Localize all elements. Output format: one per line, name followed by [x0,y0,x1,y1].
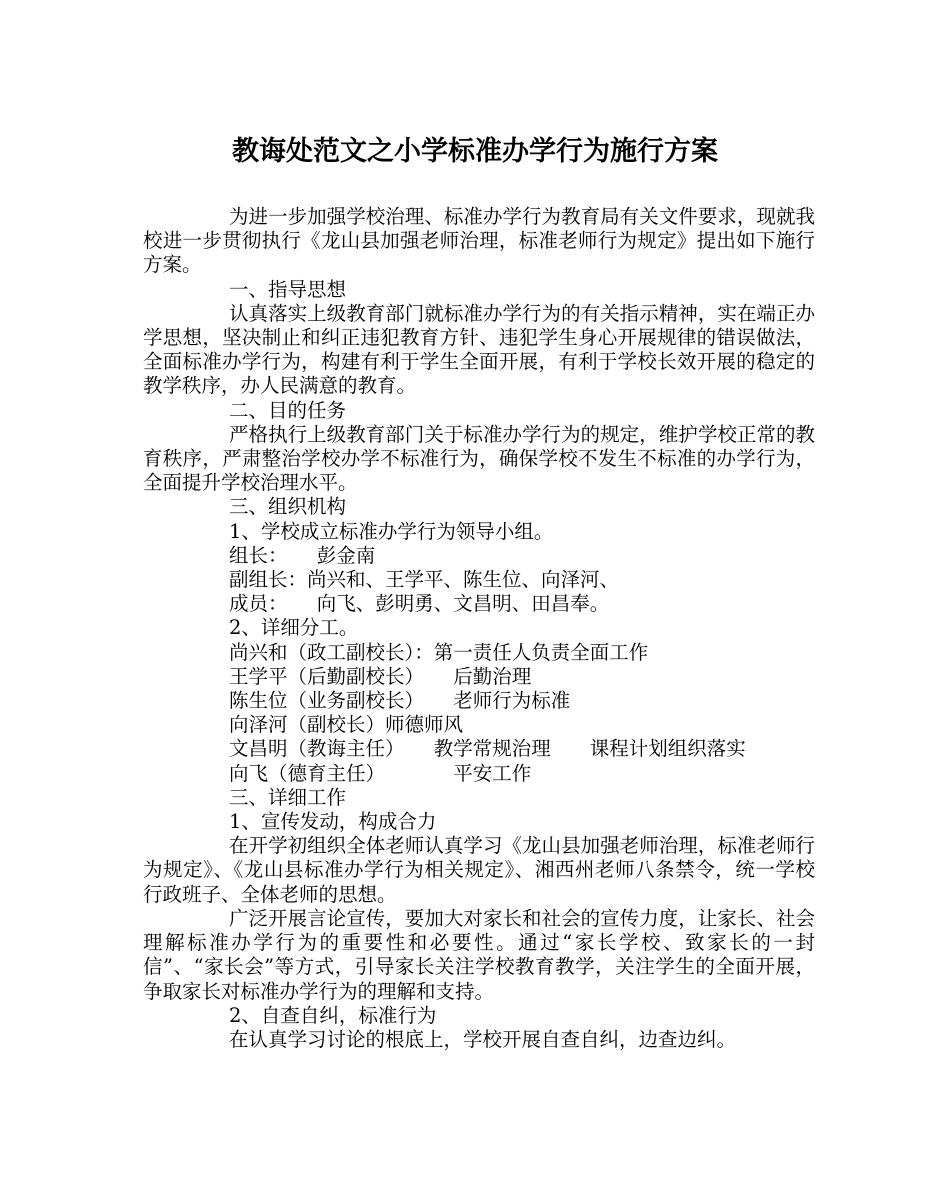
list-item-division-4: 向泽河（副校长）师德师风 [229,713,464,737]
section-heading-organization: 三、组织机构 [229,495,347,519]
paragraph-intro: 为进一步加强学校治理、标准办学行为教育局有关文件要求，现就我校进一步贯彻执行《龙山县加强老师治理，标准老师行为规定》提出如下施行方案。 [143,205,815,277]
paragraph-goals: 严格执行上级教育部门关于标准办学行为的规定，维护学校正常的教育秩序，严肃整治学校办学不标准行为，确保学校不发生不标准的办学行为，全面提升学校治理水平。 [143,422,815,495]
list-item-division-2: 王学平（后勤副校长） 后勤治理 [229,664,532,688]
list-item-leading-group: 1、学校成立标准办学行为领导小组。 [229,519,554,543]
document-title: 教诲处范文之小学标准办学行为施行方案 [232,136,718,167]
paragraph-publicity: 广泛开展言论宣传，要加大对家长和社会的宣传力度，让家长、社会理解标准办学行为的重要性和必要性。通过“家长学校、致家长的一封信”、“家长会”等方式，引导家长关注学校教育教学，关注学生的全面开展，争取家长对标准办学行为的理解和支持。 [143,906,815,1003]
subsection-heading-self-check: 2、自查自纠，标准行为 [229,1003,437,1027]
list-item-division-5: 文昌明（教诲主任） 教学常规治理 课程计划组织落实 [229,737,746,761]
paragraph-self-check: 在认真学习讨论的根底上，学校开展自查自纠，边查边纠。 [229,1027,737,1051]
list-item-deputy-leaders: 副组长：尚兴和、王学平、陈生位、向泽河、 [229,568,620,592]
list-item-division-1: 尚兴和（政工副校长）：第一责任人负责全面工作 [229,640,649,664]
subsection-heading-publicity: 1、宣传发动，构成合力 [229,810,437,834]
paragraph-study: 在开学初组织全体老师认真学习《龙山县加强老师治理，标准老师行为规定》、《龙山县标准办学行为相关规定》、湘西州老师八条禁令，统一学校行政班子、全体老师的思想。 [143,834,815,906]
section-heading-work: 三、详细工作 [229,785,347,809]
list-item-group-leader: 组长： 彭金南 [229,543,376,567]
document-body [143,205,815,1052]
list-item-division-6: 向飞（德育主任） 平安工作 [229,761,532,785]
paragraph-guiding-thought: 认真落实上级教育部门就标准办学行为的有关指示精神，实在端正办学思想，坚决制止和纠正违犯教育方针、违犯学生身心开展规律的错误做法，全面标准办学行为，构建有利于学生全面开展，有利于学校长效开展的稳定的教学秩序，办人民满意的教育。 [143,301,815,398]
list-item-members: 成员： 向飞、彭明勇、文昌明、田昌奉。 [229,592,610,616]
list-item-division-3: 陈生位（业务副校长） 老师行为标准 [229,689,571,713]
section-heading-guiding-thought: 一、指导思想 [229,277,347,301]
list-item-division-heading: 2、详细分工。 [229,616,359,640]
section-heading-goals: 二、目的任务 [229,398,347,422]
